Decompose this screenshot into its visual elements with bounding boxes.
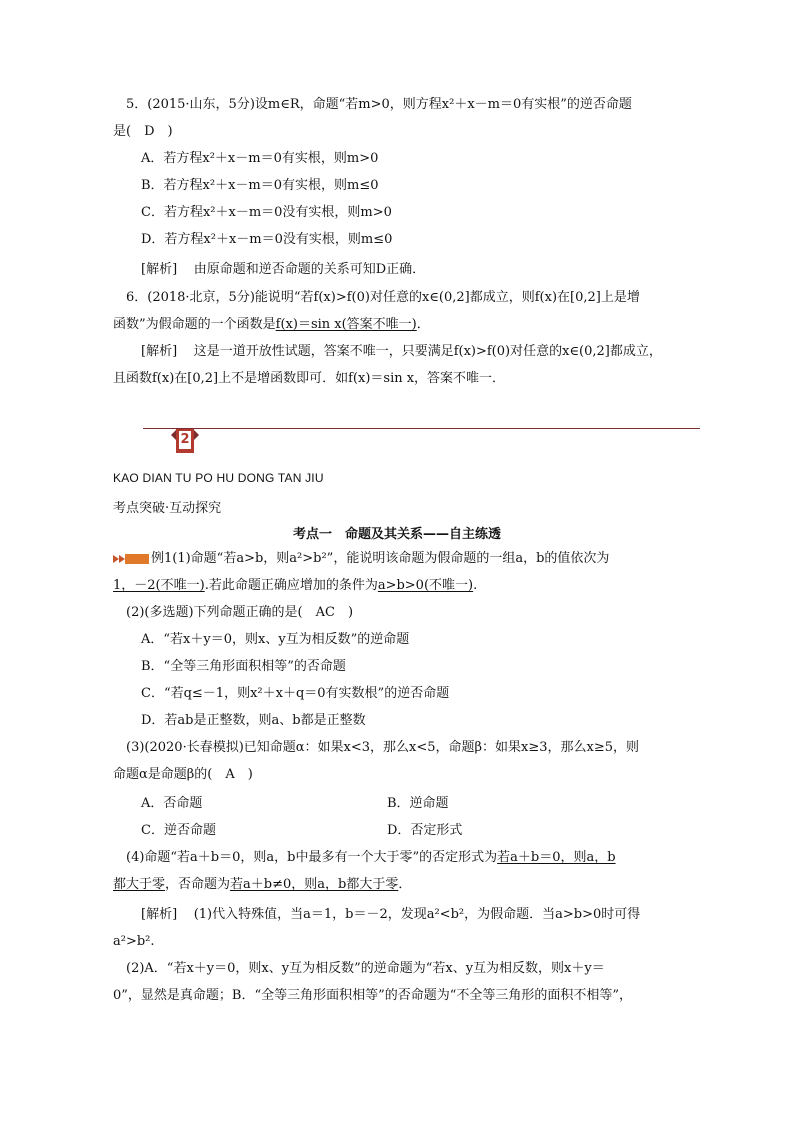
ex1-part1-end: . [473, 578, 478, 593]
ex1-analysis-line2: a²>b². [113, 934, 155, 949]
analysis-tag: [解析] [141, 907, 178, 922]
section-badge-number: 2 [180, 432, 190, 447]
q5-stem-line1: 5．(2015·山东，5分)设m∈R，命题“若m>0，则方程x²＋x－m＝0有实根”的逆否命题 [126, 97, 632, 112]
ex1-analysis-line4: 0”，显然是真命题；B．“全等三角形面积相等”的否命题为“不全等三角形的面积不相等”， [113, 988, 633, 1003]
ex1-part4-text2: ，否命题为 [165, 877, 231, 892]
section-title: 考点突破·互动探究 [113, 501, 222, 516]
q6-stem-text: 函数”为假命题的一个函数是 [113, 317, 276, 332]
ex1-part3-line2: 命题α是命题β的( A ) [113, 767, 253, 782]
analysis-tag: [解析] [141, 262, 178, 277]
ex1-part1-line1 [113, 550, 609, 568]
q5-analysis [141, 261, 425, 279]
analysis-text: (1)代入特殊值，当a＝1，b＝－2，发现a²<b²，为假命题．当a>b>0时可得 [193, 907, 641, 922]
analysis-tag: [解析] [141, 344, 178, 359]
ex1-part4-line1 [126, 849, 616, 867]
ex1-part3-option-b: B．逆命题 [387, 796, 449, 811]
q6-answer: f(x)＝sin x(答案不唯一) [275, 317, 417, 332]
ex1-part3-option-a: A．否命题 [141, 796, 203, 811]
q5-option-d: D．若方程x²＋x－m＝0没有实根，则m≤0 [141, 232, 393, 247]
ex1-part1-text: 例1(1)命题“若a>b，则a²>b²”，能说明该命题为假命题的一组a，b的值依次为 [151, 551, 610, 566]
q5-option-a: A．若方程x²＋x－m＝0有实根，则m>0 [141, 151, 379, 166]
analysis-text: 由原命题和逆否命题的关系可知D正确． [193, 262, 426, 277]
ex1-part4-text: (4)命题“若a＋b＝0，则a，b中最多有一个大于零”的否定形式为 [126, 850, 498, 865]
ex1-part2-option-c: C．“若q≤－1，则x²＋x＋q＝0有实数根”的逆否命题 [141, 686, 450, 701]
q6-analysis-line2: 且函数f(x)在[0,2]上不是增函数即可．如f(x)＝sin x，答案不唯一． [113, 371, 506, 386]
ex1-part4-end: ． [398, 877, 412, 892]
q6-stem-line1: 6．(2018·北京，5分)能说明“若f(x)>f(0)对任意的x∈(0,2]都成立，则f(x)在[0,2]上是增 [126, 290, 640, 305]
ex1-part2-option-b: B．“全等三角形面积相等”的否命题 [141, 659, 346, 674]
ex1-part3-option-c: C．逆否命题 [141, 823, 216, 838]
ex1-part1-line2 [113, 577, 477, 595]
topic-heading: 考点一 命题及其关系——自主练透 [292, 527, 501, 542]
q5-option-b: B．若方程x²＋x－m＝0有实根，则m≤0 [141, 178, 379, 193]
ex1-part2-option-a: A．“若x＋y＝0，则x、y互为相反数”的逆命题 [141, 632, 410, 647]
ex1-analysis-line3: (2)A．“若x＋y＝0，则x、y互为相反数”的逆命题为“若x、y互为相反数，则x＋y＝ [126, 961, 605, 976]
ex1-part2-option-d: D．若ab是正整数，则a、b都是正整数 [141, 713, 366, 728]
ex1-part1-answer2: a>b>0(不唯一) [377, 578, 474, 593]
q5-stem-line2: 是( D ) [113, 124, 173, 139]
ex1-part4-line2 [113, 876, 411, 894]
q5-option-c: C．若方程x²＋x－m＝0没有实根，则m>0 [141, 205, 392, 220]
ex1-part3-line1: (3)(2020·长春模拟)已知命题α：如果x<3，那么x<5，命题β：如果x≥3，那么x≥5，则 [126, 740, 640, 755]
badge-right-notch [194, 430, 199, 440]
ex1-part4-answer2: 若a＋b≠0，则a，b都大于零 [230, 877, 399, 892]
analysis-text: 这是一道开放性试题，答案不唯一，只要满足f(x)>f(0)对任意的x∈(0,2]都成立， [193, 344, 662, 359]
ex1-part4-answer1b: 都大于零 [113, 877, 166, 892]
example-marker-icon [113, 551, 151, 566]
q6-analysis-line1 [141, 343, 662, 361]
section-pinyin: KAO DIAN TU PO HU DONG TAN JIU [113, 471, 324, 485]
ex1-part4-answer1a: 若a＋b＝0，则a，b [497, 850, 616, 865]
ex1-analysis-line1 [141, 906, 640, 924]
section-divider [143, 428, 700, 429]
q6-stem-line2 [113, 316, 430, 334]
ex1-part1-text2: .若此命题正确应增加的条件为 [204, 578, 378, 593]
q6-stem-end: ． [416, 317, 430, 332]
ex1-part3-option-d: D．否定形式 [387, 823, 463, 838]
ex1-part2-stem: (2)(多选题)下列命题正确的是( AC ) [126, 605, 354, 620]
ex1-part1-answer1: 1，－2(不唯一) [113, 578, 205, 593]
